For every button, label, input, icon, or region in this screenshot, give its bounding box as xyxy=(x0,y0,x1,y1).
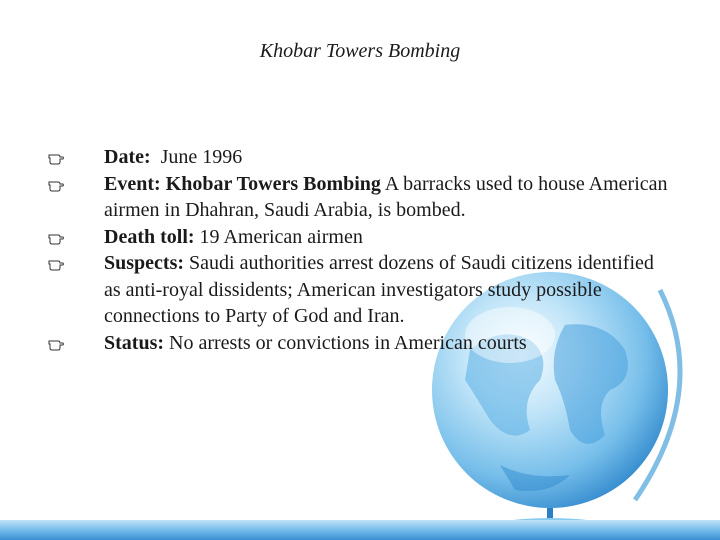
bullet-item-death-toll xyxy=(48,224,668,251)
bullet-text: A barracks used to house American airmen in Dhahran, Saudi Arabia, is bombed. xyxy=(104,172,668,221)
bullet-text: June 1996 xyxy=(150,146,243,168)
bullet-item-date xyxy=(48,144,668,171)
pointing-hand-icon xyxy=(48,231,64,245)
bullet-list xyxy=(48,144,668,356)
pointing-hand-icon xyxy=(48,337,64,351)
bullet-label: Suspects: xyxy=(104,252,185,274)
bullet-item-status xyxy=(48,330,668,357)
bullet-item-event xyxy=(48,171,668,224)
bullet-label: Event: Khobar Towers Bombing xyxy=(104,172,381,195)
bullet-text: 19 American airmen xyxy=(194,225,363,248)
bottom-decor-bar xyxy=(0,520,720,540)
slide-title: Khobar Towers Bombing xyxy=(259,40,461,62)
pointing-hand-icon xyxy=(48,178,64,192)
bullet-label: Status: xyxy=(104,331,165,354)
pointing-hand-icon xyxy=(48,151,64,165)
bullet-item-suspects xyxy=(48,250,668,330)
pointing-hand-icon xyxy=(48,257,64,271)
bullet-label: Death toll: xyxy=(104,225,195,248)
bullet-text: No arrests or convictions in American courts xyxy=(164,331,527,354)
bullet-label: Date: xyxy=(104,146,151,168)
bullet-text: Saudi authorities arrest dozens of Saudi citizens identified as anti-royal dissidents; American investigators study possible connections to Party of God and Iran. xyxy=(104,252,654,327)
